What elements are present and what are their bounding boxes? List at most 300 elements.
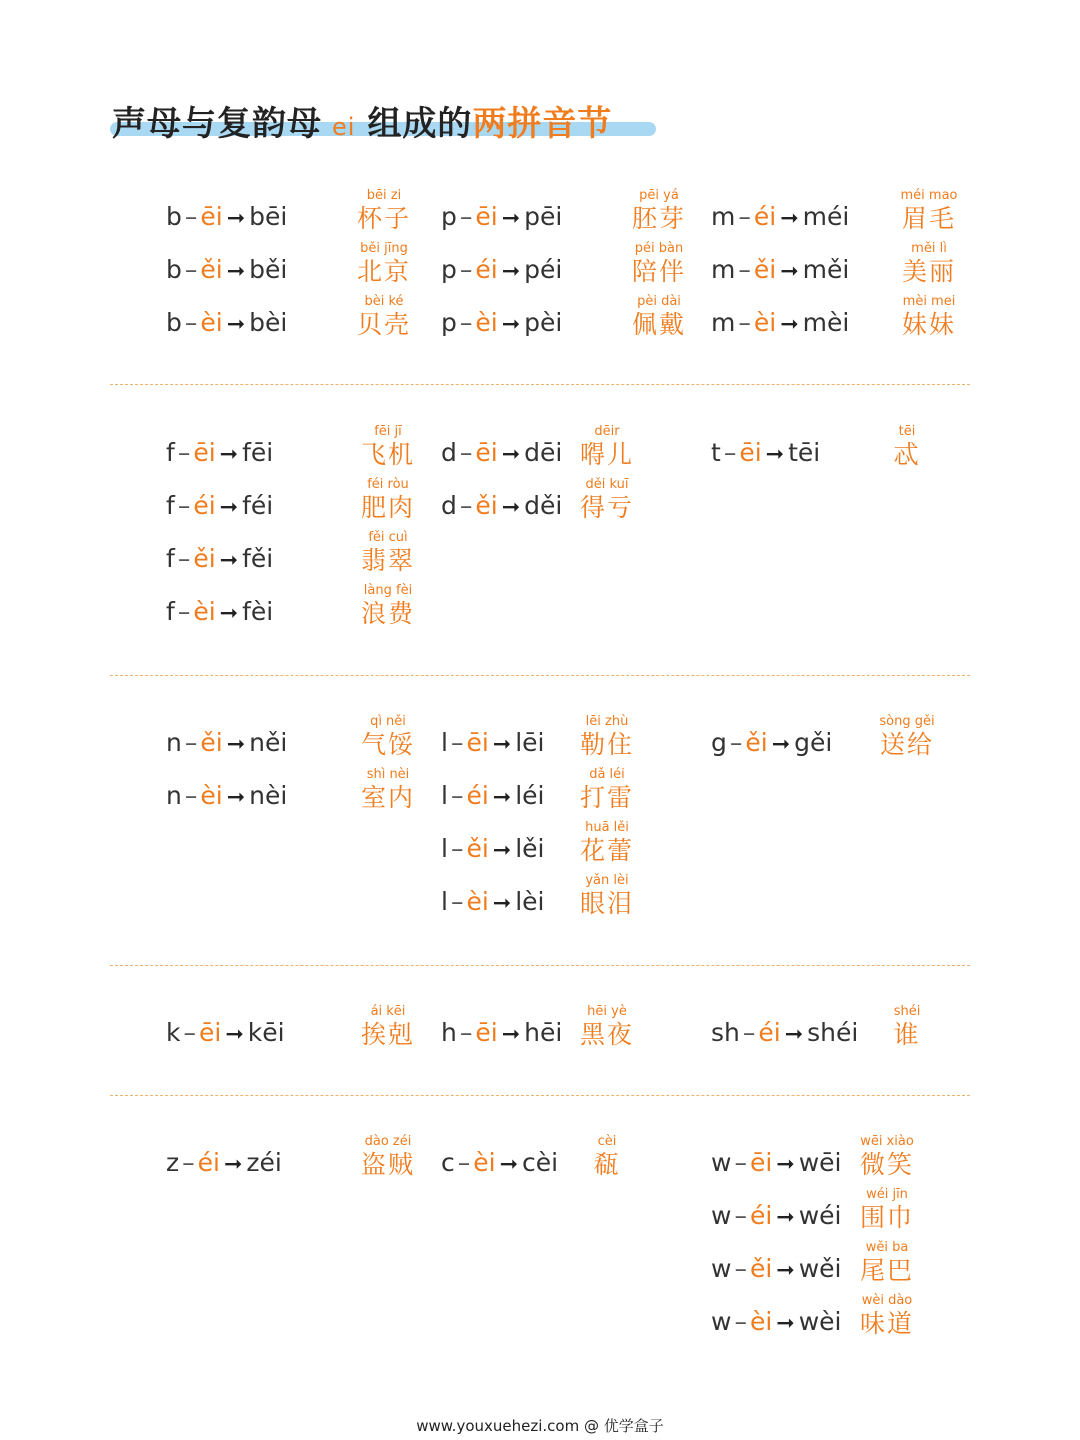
dash-symbol: – <box>184 308 198 337</box>
example-word <box>575 714 639 760</box>
example-hanzi: 味道 <box>859 1309 914 1338</box>
example-word <box>356 530 420 576</box>
example-pinyin: qì něi <box>370 714 406 729</box>
spelling-formula <box>711 202 849 234</box>
spelling-formula <box>711 1148 842 1180</box>
example-pinyin: měi lì <box>911 241 947 256</box>
syllable-row <box>166 241 426 294</box>
initial-letter: t <box>711 438 721 467</box>
example-pinyin: yǎn lèi <box>585 873 629 888</box>
example-hanzi: 忒 <box>893 440 921 469</box>
initial-letter: m <box>711 202 736 231</box>
syllable-row <box>441 424 701 477</box>
spelling-formula <box>166 597 273 629</box>
final-ei: ēi <box>198 1018 222 1047</box>
dash-symbol: – <box>450 728 464 757</box>
arrow-icon: ➞ <box>501 495 521 520</box>
spelling-formula <box>166 781 287 813</box>
syllable-row <box>441 294 701 347</box>
arrow-icon: ➞ <box>219 601 239 626</box>
initial-letter: w <box>711 1254 732 1283</box>
syllable-column <box>711 1134 971 1346</box>
initial-letter: k <box>166 1018 181 1047</box>
arrow-icon: ➞ <box>492 891 512 916</box>
syllable-column <box>441 188 701 347</box>
arrow-icon: ➞ <box>771 732 791 757</box>
example-pinyin: tēi <box>898 424 916 439</box>
dash-symbol: – <box>459 202 473 231</box>
example-pinyin: wèi dào <box>861 1293 913 1308</box>
result-syllable: bēi <box>249 202 288 231</box>
syllable-row <box>711 1134 971 1187</box>
dash-symbol: – <box>738 202 751 231</box>
initial-letter: f <box>166 544 175 573</box>
syllable-column <box>166 714 426 820</box>
result-syllable: fèi <box>242 597 274 626</box>
final-ei: ěi <box>200 255 223 284</box>
example-pinyin: děi kuī <box>585 477 629 492</box>
result-syllable: shéi <box>807 1018 859 1047</box>
final-ei: ēi <box>475 202 498 231</box>
syllable-row <box>441 820 701 873</box>
example-hanzi: 浪费 <box>360 599 415 628</box>
dashed-divider <box>110 675 970 676</box>
spelling-formula <box>441 491 562 523</box>
arrow-icon: ➞ <box>501 1022 521 1047</box>
example-pinyin: shì nèi <box>366 767 410 782</box>
final-ei: èi <box>753 308 777 337</box>
example-hanzi: 微笑 <box>859 1150 914 1179</box>
spelling-formula <box>166 491 273 523</box>
dash-symbol: – <box>457 1148 471 1177</box>
example-hanzi: 陪伴 <box>631 257 686 286</box>
result-syllable: lēi <box>515 728 545 757</box>
example-hanzi: 杯子 <box>356 204 411 233</box>
dash-symbol: – <box>450 781 464 810</box>
syllable-column <box>711 714 971 767</box>
spelling-formula <box>711 255 849 287</box>
result-syllable: cèi <box>522 1148 559 1177</box>
example-pinyin: ái kēi <box>370 1004 406 1019</box>
arrow-icon: ➞ <box>223 1152 243 1177</box>
dash-symbol: – <box>182 1148 195 1177</box>
syllable-column <box>441 424 701 530</box>
example-hanzi: 花蕾 <box>579 836 634 865</box>
dash-symbol: – <box>459 255 473 284</box>
arrow-icon: ➞ <box>226 785 246 810</box>
arrow-icon: ➞ <box>501 259 521 284</box>
initial-letter: w <box>711 1148 732 1177</box>
title-final: ei <box>332 113 356 141</box>
final-ei: éi <box>466 781 489 810</box>
arrow-icon: ➞ <box>219 495 239 520</box>
dashed-divider <box>110 965 970 966</box>
result-syllable: péi <box>524 255 563 284</box>
title-middle: 组成的 <box>367 104 473 144</box>
spelling-formula <box>441 728 545 760</box>
arrow-icon: ➞ <box>226 259 246 284</box>
example-pinyin: dào zéi <box>364 1134 412 1149</box>
final-ei: èi <box>749 1307 773 1336</box>
syllable-column <box>711 424 971 477</box>
result-syllable: pèi <box>524 308 563 337</box>
initial-letter: n <box>166 781 182 810</box>
example-word <box>855 1293 919 1339</box>
result-syllable: bèi <box>249 308 288 337</box>
example-pinyin: wēi xiào <box>860 1134 914 1149</box>
result-syllable: něi <box>249 728 288 757</box>
example-hanzi: 黑夜 <box>579 1020 634 1049</box>
example-word <box>575 767 639 813</box>
result-syllable: gěi <box>794 728 833 757</box>
initial-letter: f <box>166 438 175 467</box>
dash-symbol: – <box>177 597 191 626</box>
spelling-formula <box>166 1018 285 1050</box>
initial-letter: p <box>441 202 457 231</box>
title-text <box>112 96 612 145</box>
initial-letter: l <box>441 781 448 810</box>
dash-symbol: – <box>723 438 737 467</box>
initial-letter: b <box>166 202 182 231</box>
example-pinyin: wěi ba <box>865 1240 909 1255</box>
initial-letter: g <box>711 728 727 757</box>
arrow-icon: ➞ <box>780 206 799 231</box>
dash-symbol: – <box>734 1254 747 1283</box>
example-word <box>352 294 416 340</box>
result-syllable: hēi <box>524 1018 563 1047</box>
result-syllable: féi <box>242 491 274 520</box>
dash-symbol: – <box>459 1018 473 1047</box>
spelling-formula <box>711 728 832 760</box>
dash-symbol: – <box>729 728 743 757</box>
example-pinyin: pèi dài <box>637 294 681 309</box>
initial-letter: w <box>711 1307 732 1336</box>
title-highlight: 两拼音节 <box>472 104 613 144</box>
syllable-column <box>166 424 426 636</box>
final-ei: ěi <box>200 728 223 757</box>
spelling-formula <box>711 1201 842 1233</box>
syllable-row <box>441 1004 701 1057</box>
initial-letter: h <box>441 1018 457 1047</box>
example-hanzi: 谁 <box>893 1020 921 1049</box>
initial-letter: n <box>166 728 182 757</box>
result-syllable: nèi <box>249 781 288 810</box>
example-pinyin: mèi mei <box>902 294 956 309</box>
example-word <box>627 188 691 234</box>
dash-symbol: – <box>459 308 473 337</box>
example-pinyin: dēir <box>594 424 620 439</box>
arrow-icon: ➞ <box>784 1022 804 1047</box>
syllable-row <box>166 477 426 530</box>
example-word <box>855 1240 919 1286</box>
spelling-formula <box>166 438 273 470</box>
arrow-icon: ➞ <box>501 312 521 337</box>
example-pinyin: méi mao <box>900 188 958 203</box>
result-syllable: wèi <box>798 1307 842 1336</box>
example-pinyin: lēi zhù <box>585 714 629 729</box>
final-ei: èi <box>466 887 489 916</box>
initial-letter: z <box>166 1148 180 1177</box>
example-pinyin: pēi yá <box>639 188 679 203</box>
syllable-row <box>166 188 426 241</box>
result-syllable: dēi <box>524 438 563 467</box>
initial-letter: d <box>441 438 457 467</box>
syllable-column <box>711 1004 971 1057</box>
example-hanzi: 打雷 <box>579 783 634 812</box>
final-ei: éi <box>758 1018 781 1047</box>
initial-letter: w <box>711 1201 732 1230</box>
arrow-icon: ➞ <box>492 838 512 863</box>
initial-letter: m <box>711 255 736 284</box>
example-hanzi: 眉毛 <box>901 204 956 233</box>
example-pinyin: cèi <box>597 1134 617 1149</box>
example-pinyin: shéi <box>893 1004 921 1019</box>
example-pinyin: dǎ léi <box>589 767 625 782</box>
spelling-formula <box>166 1148 282 1180</box>
syllable-row <box>711 424 971 477</box>
arrow-icon: ➞ <box>780 259 799 284</box>
syllable-row <box>711 188 971 241</box>
final-ei: ēi <box>466 728 489 757</box>
arrow-icon: ➞ <box>776 1152 795 1177</box>
syllable-column <box>166 1134 426 1187</box>
spelling-formula <box>441 781 545 813</box>
final-ei: éi <box>193 491 216 520</box>
dash-symbol: – <box>184 728 198 757</box>
dash-symbol: – <box>177 438 191 467</box>
example-word <box>575 477 639 523</box>
arrow-icon: ➞ <box>765 442 785 467</box>
example-word <box>575 820 639 866</box>
syllable-row <box>166 294 426 347</box>
example-word <box>356 714 420 760</box>
spelling-formula <box>166 255 287 287</box>
page-title <box>110 96 670 146</box>
example-pinyin: bèi ké <box>364 294 404 309</box>
final-ei: éi <box>475 255 498 284</box>
initial-letter: p <box>441 308 457 337</box>
result-syllable: zéi <box>246 1148 282 1177</box>
final-ei: ěi <box>475 491 498 520</box>
dash-symbol: – <box>183 1018 196 1047</box>
dash-symbol: – <box>184 202 198 231</box>
result-syllable: wéi <box>798 1201 842 1230</box>
final-ei: èi <box>200 308 223 337</box>
example-word <box>352 188 416 234</box>
result-syllable: děi <box>524 491 563 520</box>
final-ei: èi <box>200 781 223 810</box>
dash-symbol: – <box>459 491 473 520</box>
example-word <box>356 1004 420 1050</box>
arrow-icon: ➞ <box>492 785 512 810</box>
example-word <box>875 1004 939 1050</box>
example-word <box>352 241 416 287</box>
example-pinyin: běi jīng <box>360 241 408 256</box>
arrow-icon: ➞ <box>780 312 799 337</box>
result-syllable: měi <box>802 255 850 284</box>
initial-letter: l <box>441 728 448 757</box>
example-pinyin: fēi jī <box>374 424 402 439</box>
example-hanzi: 肥肉 <box>360 493 415 522</box>
spelling-formula <box>711 1018 858 1050</box>
syllable-row <box>441 477 701 530</box>
arrow-icon: ➞ <box>219 442 239 467</box>
final-ei: éi <box>753 202 777 231</box>
spelling-formula <box>711 1307 842 1339</box>
final-ei: èi <box>475 308 498 337</box>
arrow-icon: ➞ <box>226 312 246 337</box>
dash-symbol: – <box>459 438 473 467</box>
initial-letter: c <box>441 1148 455 1177</box>
syllable-row <box>711 714 971 767</box>
result-syllable: lěi <box>515 834 545 863</box>
result-syllable: wěi <box>798 1254 842 1283</box>
arrow-icon: ➞ <box>499 1152 519 1177</box>
syllable-column <box>441 1134 701 1187</box>
syllable-column <box>166 1004 426 1057</box>
syllable-row <box>166 530 426 583</box>
spelling-formula <box>166 202 287 234</box>
example-pinyin: sòng gěi <box>879 714 935 729</box>
syllable-row <box>441 1134 701 1187</box>
result-syllable: fēi <box>242 438 274 467</box>
example-word <box>356 477 420 523</box>
syllable-row <box>711 1293 971 1346</box>
dash-symbol: – <box>738 308 751 337</box>
example-hanzi: 围巾 <box>859 1203 914 1232</box>
example-word <box>855 1134 919 1180</box>
initial-letter: b <box>166 255 182 284</box>
dash-symbol: – <box>450 834 464 863</box>
dash-symbol: – <box>450 887 464 916</box>
example-pinyin: féi ròu <box>367 477 409 492</box>
dashed-divider <box>110 384 970 385</box>
spelling-formula <box>441 1148 558 1180</box>
final-ei: ēi <box>475 1018 498 1047</box>
example-hanzi: 飞机 <box>360 440 415 469</box>
title-prefix: 声母与复韵母 <box>112 104 322 144</box>
example-hanzi: 挨剋 <box>360 1020 415 1049</box>
final-ei: éi <box>197 1148 220 1177</box>
initial-letter: p <box>441 255 457 284</box>
syllable-row <box>441 873 701 926</box>
spelling-formula <box>441 202 562 234</box>
syllable-column <box>441 1004 701 1057</box>
syllable-row <box>166 714 426 767</box>
initial-letter: l <box>441 887 448 916</box>
syllable-row <box>441 241 701 294</box>
dashed-divider <box>110 1095 970 1096</box>
final-ei: éi <box>749 1201 773 1230</box>
dash-symbol: – <box>184 255 198 284</box>
final-ei: ěi <box>753 255 777 284</box>
dash-symbol: – <box>738 255 751 284</box>
example-word <box>356 424 420 470</box>
final-ei: ēi <box>739 438 762 467</box>
example-hanzi: 瓻 <box>593 1150 621 1179</box>
initial-letter: f <box>166 597 175 626</box>
example-word <box>575 1134 639 1180</box>
syllable-row <box>166 767 426 820</box>
final-ei: ěi <box>193 544 216 573</box>
example-hanzi: 室内 <box>360 783 415 812</box>
result-syllable: léi <box>515 781 545 810</box>
example-word <box>356 767 420 813</box>
arrow-icon: ➞ <box>776 1311 795 1336</box>
final-ei: ěi <box>466 834 489 863</box>
example-pinyin: bēi zi <box>366 188 402 203</box>
initial-letter: f <box>166 491 175 520</box>
example-word <box>875 714 939 760</box>
result-syllable: kēi <box>247 1018 285 1047</box>
example-word <box>356 1134 420 1180</box>
example-hanzi: 气馁 <box>360 730 415 759</box>
example-word <box>855 1187 919 1233</box>
example-hanzi: 胚芽 <box>631 204 686 233</box>
example-word <box>897 294 961 340</box>
syllable-column <box>166 188 426 347</box>
final-ei: ěi <box>749 1254 773 1283</box>
example-pinyin: làng fèi <box>363 583 413 598</box>
dash-symbol: – <box>177 491 191 520</box>
arrow-icon: ➞ <box>226 206 246 231</box>
final-ei: èi <box>473 1148 496 1177</box>
initial-letter: l <box>441 834 448 863</box>
syllable-row <box>441 767 701 820</box>
result-syllable: wēi <box>798 1148 842 1177</box>
arrow-icon: ➞ <box>226 732 246 757</box>
example-word <box>356 583 420 629</box>
initial-letter: sh <box>711 1018 740 1047</box>
dash-symbol: – <box>177 544 191 573</box>
final-ei: ēi <box>200 202 223 231</box>
spelling-formula <box>166 544 273 576</box>
final-ei: ēi <box>475 438 498 467</box>
example-word <box>627 294 691 340</box>
dash-symbol: – <box>184 781 198 810</box>
syllable-row <box>166 424 426 477</box>
syllable-row <box>441 188 701 241</box>
dash-symbol: – <box>742 1018 756 1047</box>
result-syllable: lèi <box>515 887 545 916</box>
arrow-icon: ➞ <box>776 1258 795 1283</box>
example-word <box>575 1004 639 1050</box>
arrow-icon: ➞ <box>492 732 512 757</box>
example-word <box>575 873 639 919</box>
syllable-column <box>711 188 971 347</box>
syllable-row <box>441 714 701 767</box>
example-hanzi: 盗贼 <box>360 1150 415 1179</box>
dash-symbol: – <box>734 1307 747 1336</box>
result-syllable: tēi <box>788 438 821 467</box>
example-pinyin: wéi jīn <box>866 1187 908 1202</box>
arrow-icon: ➞ <box>225 1022 244 1047</box>
syllable-row <box>166 583 426 636</box>
example-pinyin: huā lěi <box>585 820 629 835</box>
example-hanzi: 佩戴 <box>631 310 686 339</box>
arrow-icon: ➞ <box>501 442 521 467</box>
spelling-formula <box>166 308 287 340</box>
example-hanzi: 北京 <box>356 257 411 286</box>
syllable-column <box>441 714 701 926</box>
spelling-formula <box>711 438 820 470</box>
syllable-row <box>166 1134 426 1187</box>
example-hanzi: 勒住 <box>579 730 634 759</box>
syllable-row <box>166 1004 426 1057</box>
example-hanzi: 妹妹 <box>901 310 956 339</box>
example-word <box>627 241 691 287</box>
arrow-icon: ➞ <box>776 1205 795 1230</box>
